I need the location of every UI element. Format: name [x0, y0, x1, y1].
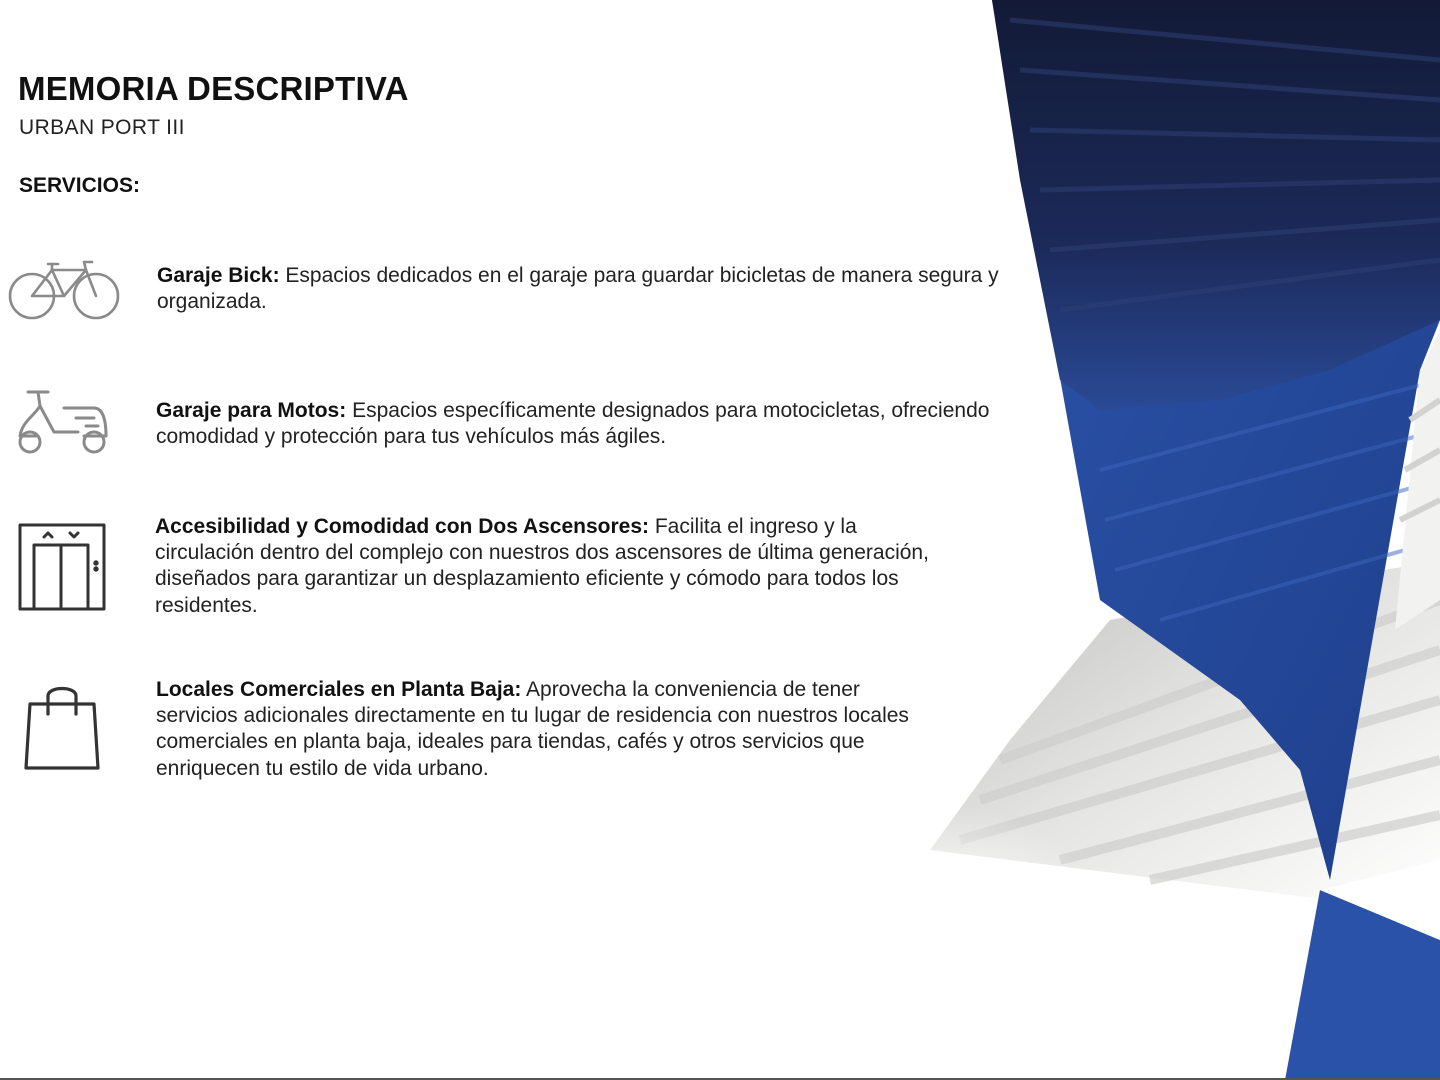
scooter-icon: [14, 386, 110, 456]
section-label: SERVICIOS:: [19, 174, 140, 197]
service-description: Aprovecha la conveniencia de tener servicios adicionales directamente en tu lugar de residencia con nuestros locales comerciales en planta baja, ideales para tiendas, cafés y otros servicios que enriquecen tu estilo de vida urbano.: [156, 678, 909, 780]
service-title: Garaje Bick:: [157, 264, 280, 287]
service-description: Espacios dedicados en el garaje para guardar bicicletas de manera segura y organizada.: [157, 264, 999, 314]
service-text: [156, 398, 1026, 450]
service-text: [155, 514, 955, 619]
service-description: Espacios específicamente designados para motocicletas, ofreciendo comodidad y protección para tus vehículos más ágiles.: [156, 399, 990, 449]
service-title: Garaje para Motos:: [156, 399, 347, 422]
bicycle-icon: [8, 256, 122, 322]
service-description: Facilita el ingreso y la circulación dentro del complejo con nuestros dos ascensores de última generación, diseñados para garantizar un desplazamiento eficiente y cómodo para todos los residentes.: [155, 515, 929, 617]
elevator-icon: [18, 523, 106, 611]
service-text: [156, 677, 936, 782]
service-text: [157, 263, 1037, 315]
shopping-bag-icon: [22, 682, 102, 772]
service-title: Locales Comerciales en Planta Baja:: [156, 678, 522, 701]
page-title: MEMORIA DESCRIPTIVA: [18, 70, 409, 107]
service-title: Accesibilidad y Comodidad con Dos Ascensores:: [155, 515, 650, 538]
project-name: URBAN PORT III: [19, 116, 185, 139]
